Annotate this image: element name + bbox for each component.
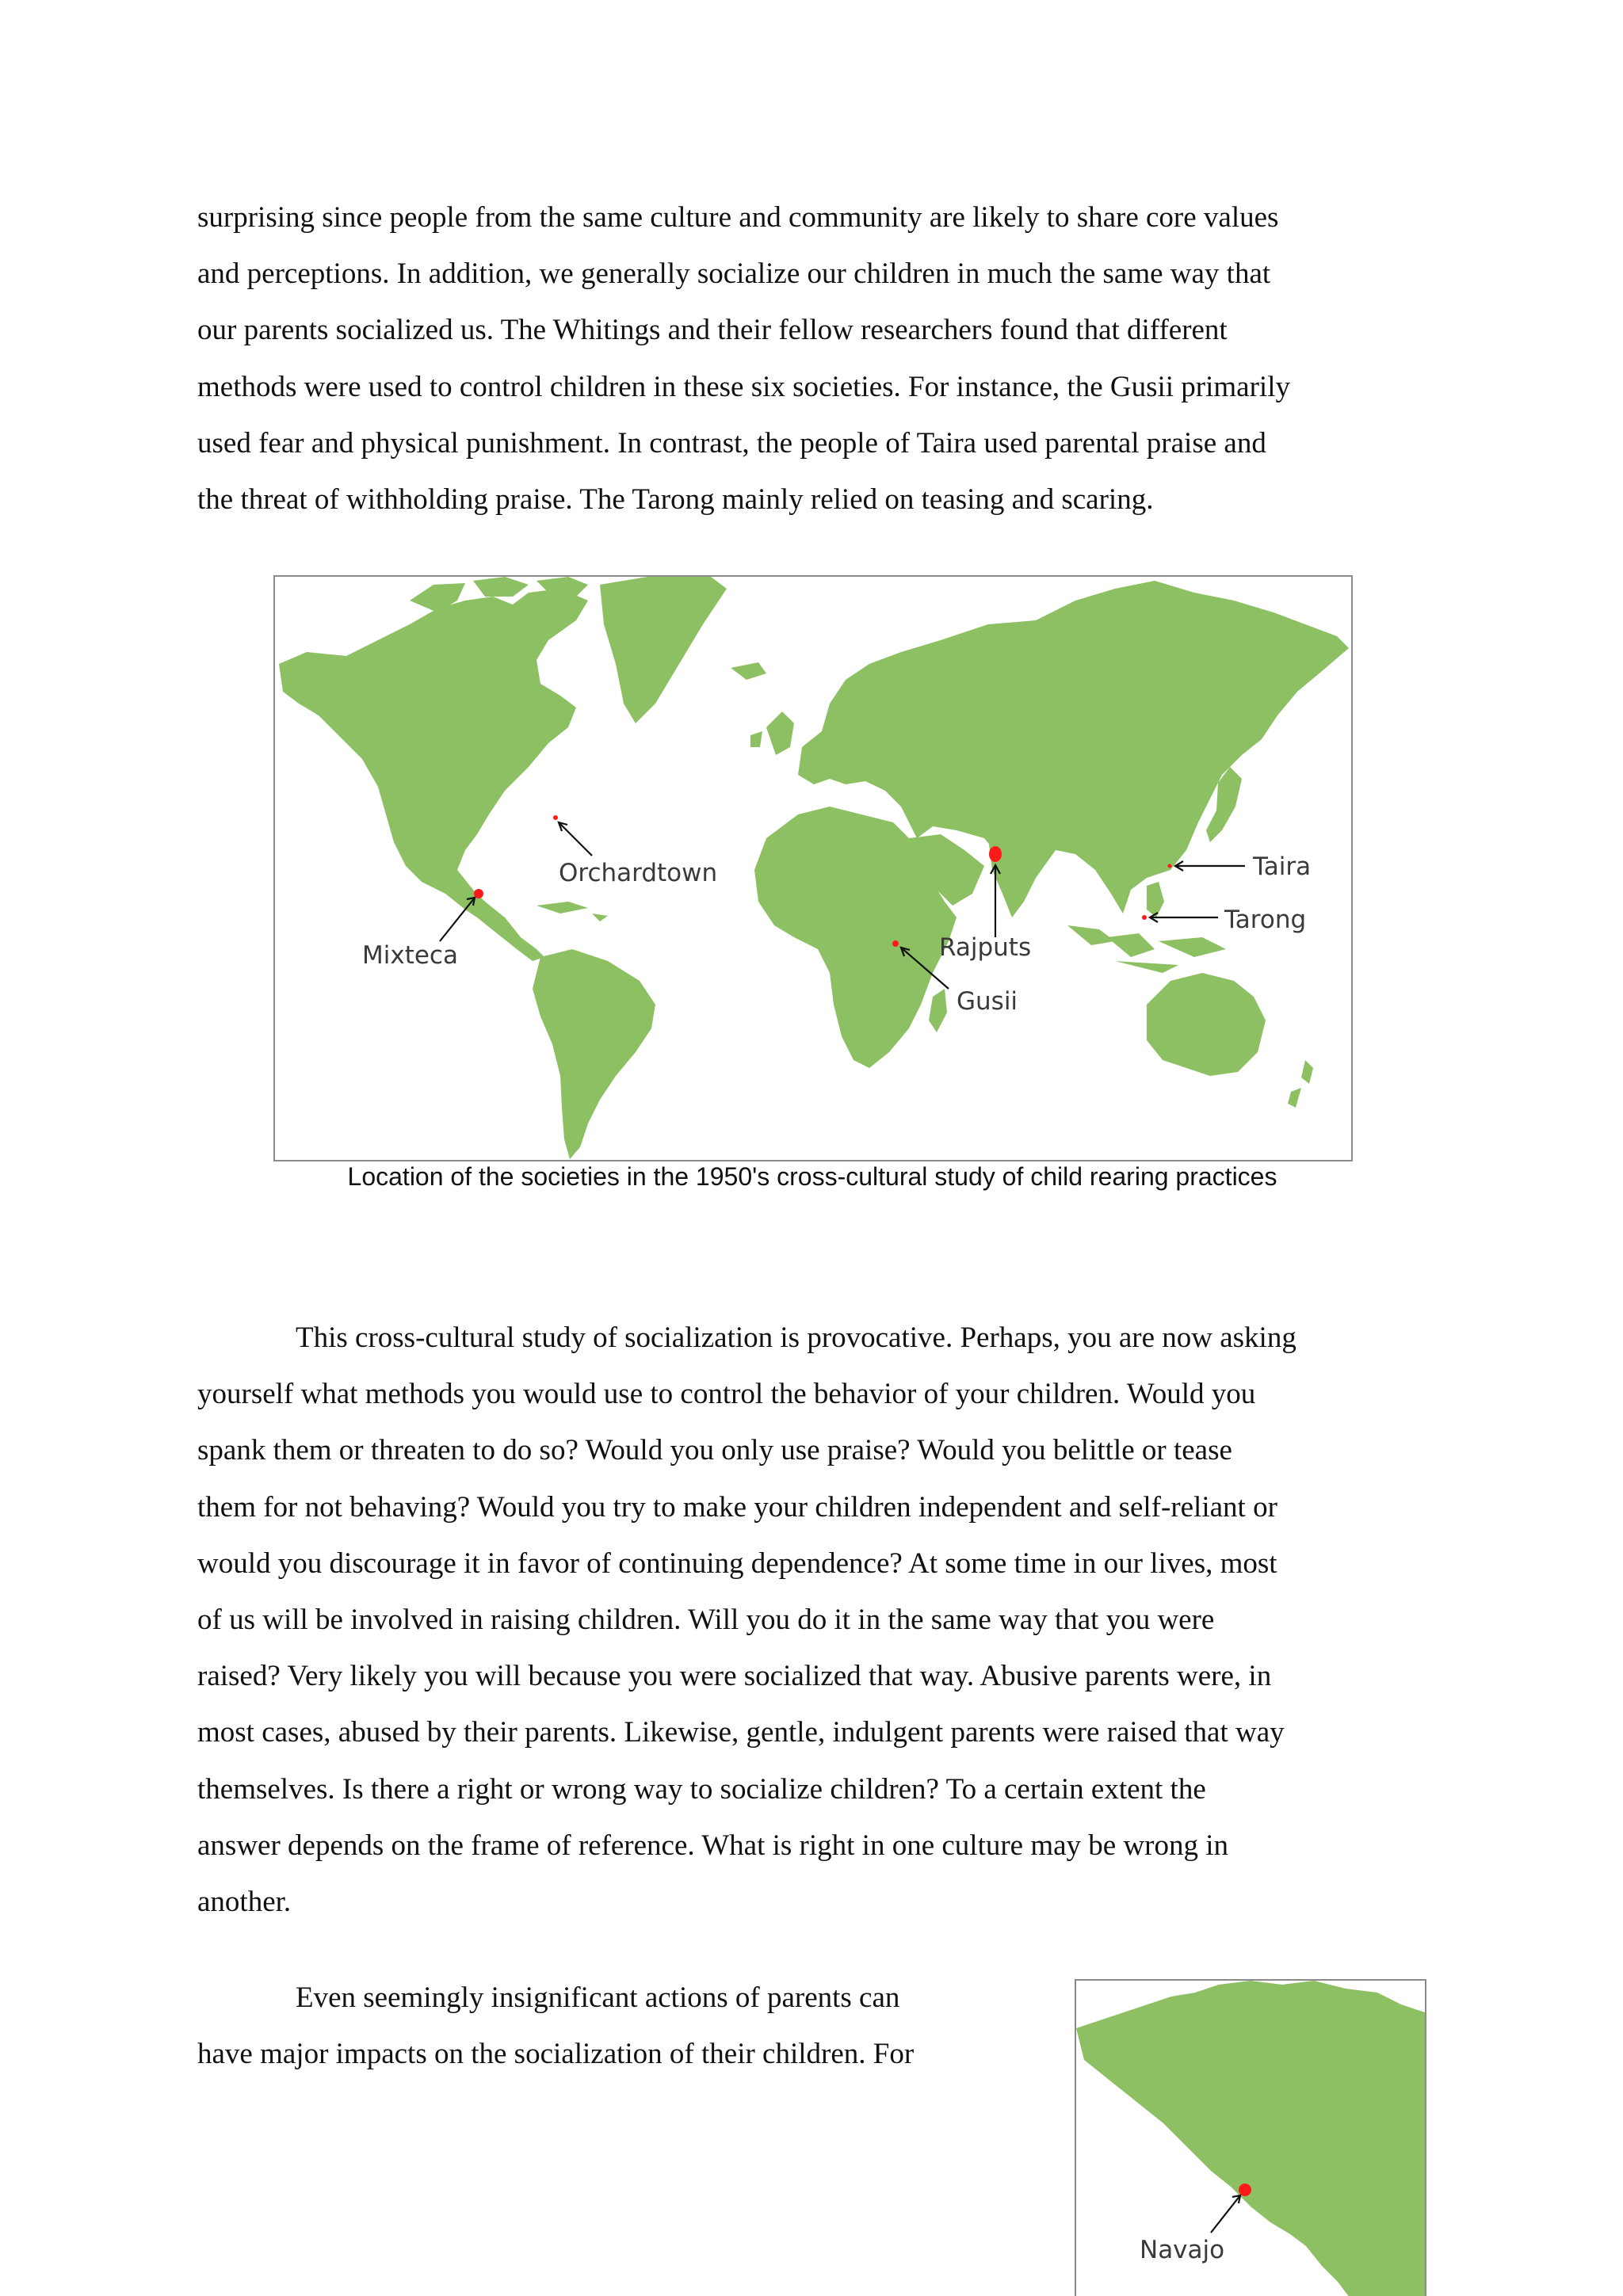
tarong-marker: [1142, 915, 1147, 920]
paragraph-line: of us will be involved in raising children. Will you do it in the same way that you were: [197, 1604, 1215, 1637]
paragraph-line: This cross-cultural study of socialization is provocative. Perhaps, you are now asking: [296, 1322, 1296, 1354]
north-america-landmass: [1076, 1981, 1425, 2296]
paragraph-line: our parents socialized us. The Whitings and their fellow researchers found that different: [197, 314, 1228, 347]
world-map: [275, 577, 1351, 1160]
paragraph-line: Even seemingly insignificant actions of parents can: [296, 1981, 900, 2014]
paragraph-line: the threat of withholding praise. The Tarong mainly relied on teasing and scaring.: [197, 483, 1154, 517]
greenland-landmass: [600, 577, 727, 723]
paragraph-line: spank them or threaten to do so? Would you only use praise? Would you belittle or tease: [197, 1434, 1232, 1467]
mixteca-label: Mixteca: [362, 941, 458, 970]
world-map-figure: [273, 575, 1353, 1161]
paragraph-2: [197, 1310, 1434, 1930]
british-isles-landmass: [750, 711, 794, 755]
paragraph-line: and perceptions. In addition, we generally socialize our children in much the same way that: [197, 257, 1271, 291]
gusii-label: Gusii: [957, 987, 1018, 1016]
mixteca-leader-line: [440, 898, 475, 941]
paragraph-line: have major impacts on the socialization of their children. For: [197, 2038, 915, 2071]
paragraph-line: used fear and physical punishment. In contrast, the people of Taira used parental praise and: [197, 426, 1266, 460]
central-america-landmass: [465, 890, 608, 961]
orchardtown-leader-line: [559, 822, 592, 856]
navajo-leader-line: [1211, 2195, 1240, 2233]
madagascar-landmass: [929, 989, 947, 1032]
north-america-map-figure: [1075, 1979, 1426, 2296]
paragraph-line: surprising since people from the same culture and community are likely to share core values: [197, 201, 1279, 234]
paragraph-line: yourself what methods you would use to control the behavior of your children. Would you: [197, 1378, 1256, 1411]
paragraph-line: most cases, abused by their parents. Likewise, gentle, indulgent parents were raised that way: [197, 1716, 1285, 1749]
southeast-asia-islands: [1067, 925, 1226, 973]
paragraph-line: would you discourage it in favor of continuing dependence? At some time in our lives, most: [197, 1547, 1277, 1580]
paragraph-line: another.: [197, 1886, 292, 1919]
rajputs-label: Rajputs: [939, 933, 1032, 962]
philippines-landmass: [1147, 882, 1164, 917]
orchardtown-label: Orchardtown: [559, 859, 718, 887]
taira-marker: [1168, 864, 1172, 868]
south-america-landmass: [533, 949, 655, 1159]
taira-label: Taira: [1253, 852, 1312, 881]
paragraph-line: themselves. Is there a right or wrong way to socialize children? To a certain extent the: [197, 1772, 1206, 1806]
paragraph-line: methods were used to control children in these six societies. For instance, the Gusii primarily: [197, 370, 1290, 403]
paragraph-3: [197, 1970, 1037, 2082]
world-map-caption: Location of the societies in the 1950's cross-cultural study of child rearing practices: [347, 1162, 1277, 1191]
iceland-landmass: [731, 662, 766, 680]
navajo-label: Navajo: [1140, 2236, 1225, 2264]
north-america-map: [1076, 1981, 1425, 2296]
paragraph-line: answer depends on the frame of reference. What is right in one culture may be wrong in: [197, 1829, 1229, 1862]
gusii-marker: [892, 940, 899, 947]
australia-landmass: [1147, 973, 1266, 1076]
orchardtown-marker: [553, 815, 558, 820]
tarong-label: Tarong: [1224, 906, 1307, 934]
new-zealand-landmass: [1288, 1060, 1313, 1108]
paragraph-1: [197, 189, 1434, 528]
rajputs-marker: [989, 846, 1002, 862]
paragraph-line: raised? Very likely you will because you were socialized that way. Abusive parents were, in: [197, 1660, 1272, 1693]
navajo-marker: [1239, 2183, 1251, 2196]
north-america-landmass: [279, 589, 588, 925]
paragraph-line: them for not behaving? Would you try to make your children independent and self-reliant or: [197, 1490, 1277, 1524]
